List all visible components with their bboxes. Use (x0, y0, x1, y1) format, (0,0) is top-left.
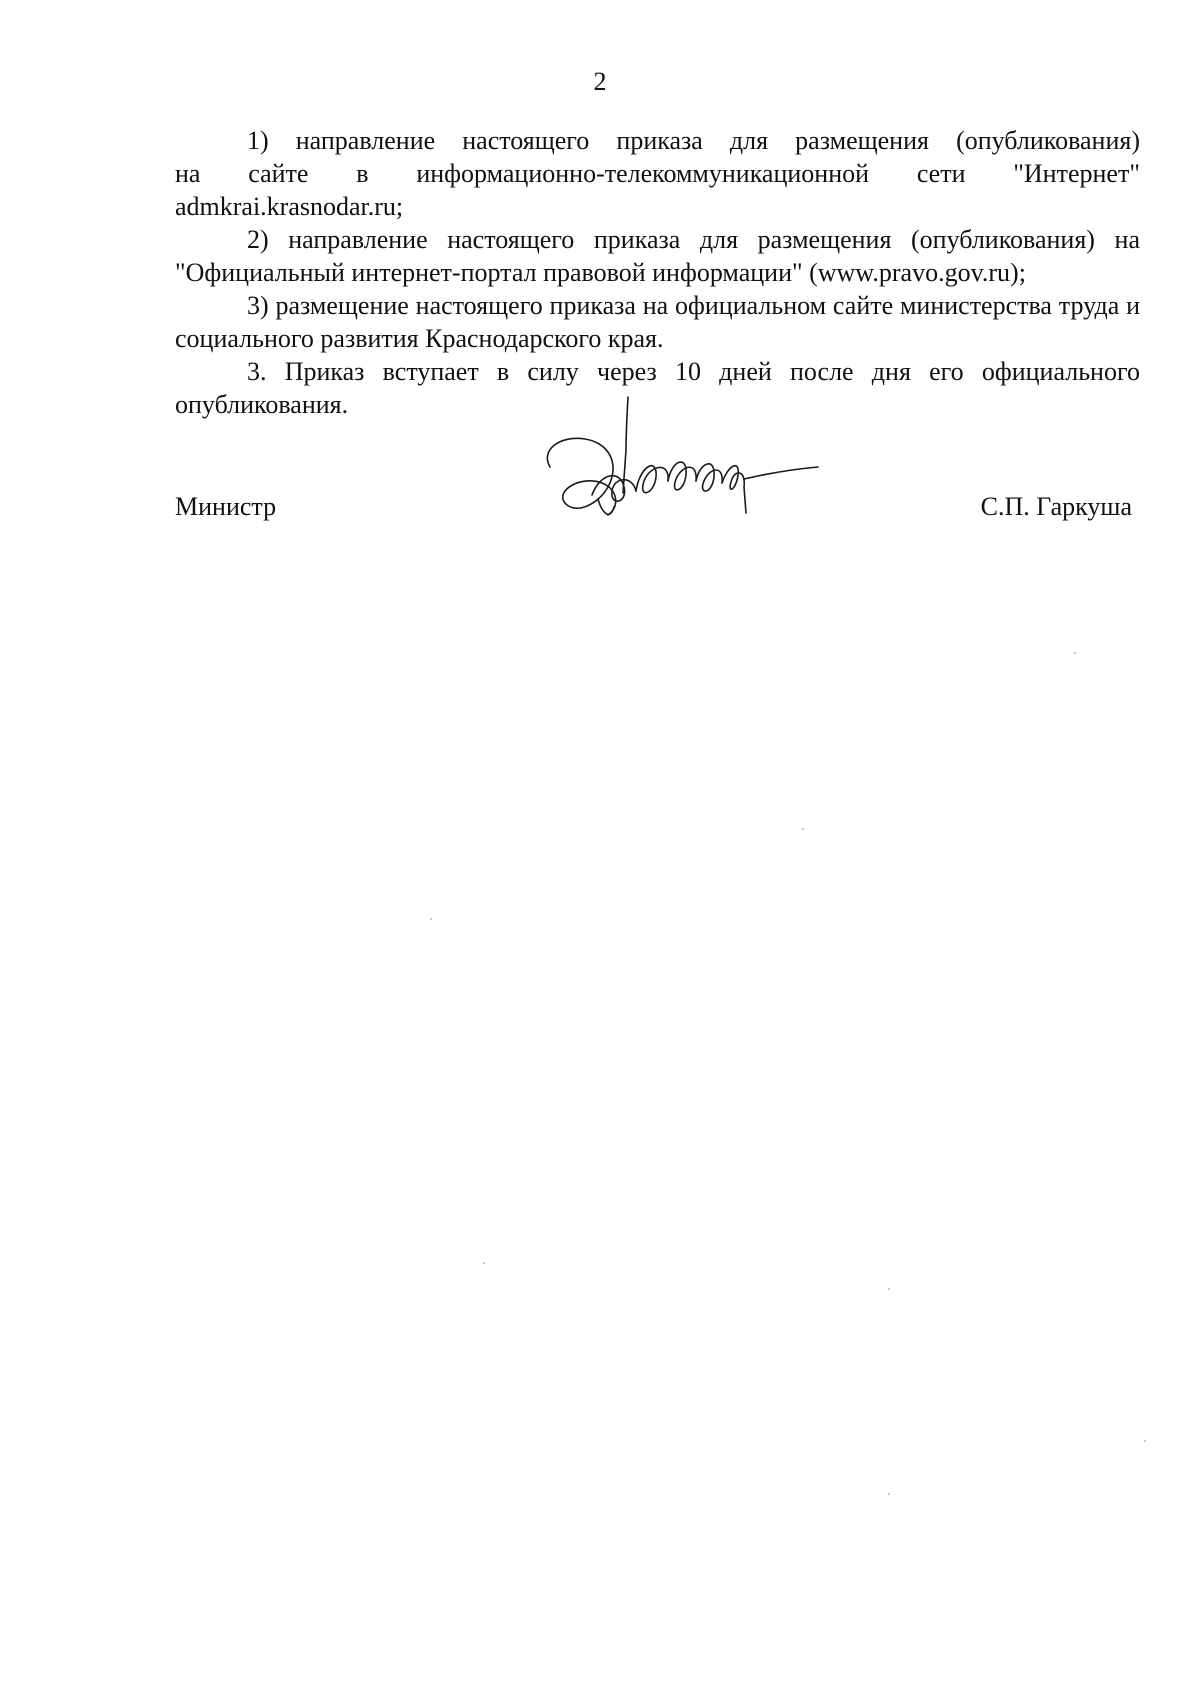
paragraph-4: 3. Приказ вступает в силу через 10 дней после дня его официального опубликования. (175, 357, 1140, 419)
handwritten-signature (540, 395, 820, 545)
word: на (175, 159, 201, 188)
word: информационно-телекоммуникационной (416, 159, 870, 188)
scan-speck (888, 1288, 890, 1290)
word: сайте (248, 159, 309, 188)
scan-speck (1074, 652, 1076, 654)
scan-speck (888, 1493, 890, 1495)
signatory-name: С.П. Гаркуша (980, 492, 1132, 521)
word: в (356, 159, 369, 188)
word: сети (916, 159, 966, 188)
position-title: Министр (175, 492, 277, 521)
word: "Интернет" (1013, 159, 1140, 188)
paragraph-3: 3) размещение настоящего приказа на официальном сайте министерства труда и социального развития Краснодарского края. (175, 291, 1140, 353)
scan-speck (483, 1262, 485, 1264)
scan-speck (430, 918, 432, 920)
page-number: 2 (593, 67, 607, 96)
paragraph-1-line-3: admkrai.krasnodar.ru; (175, 192, 404, 221)
scan-speck (802, 828, 804, 830)
paragraph-1 (175, 124, 1140, 223)
paragraph-1-line-1 (175, 124, 1140, 157)
paragraph-1-line-2 (175, 157, 1140, 190)
paragraph-1-line-1-text: 1) направление настоящего приказа для размещения (опубликования) (247, 126, 1140, 155)
scan-speck (1144, 1440, 1146, 1442)
paragraph-2: 2) направление настоящего приказа для размещения (опубликования) на "Официальный интернет-портал правовой информации" (www.pravo.gov.ru); (175, 225, 1140, 287)
order-body (175, 124, 1140, 421)
